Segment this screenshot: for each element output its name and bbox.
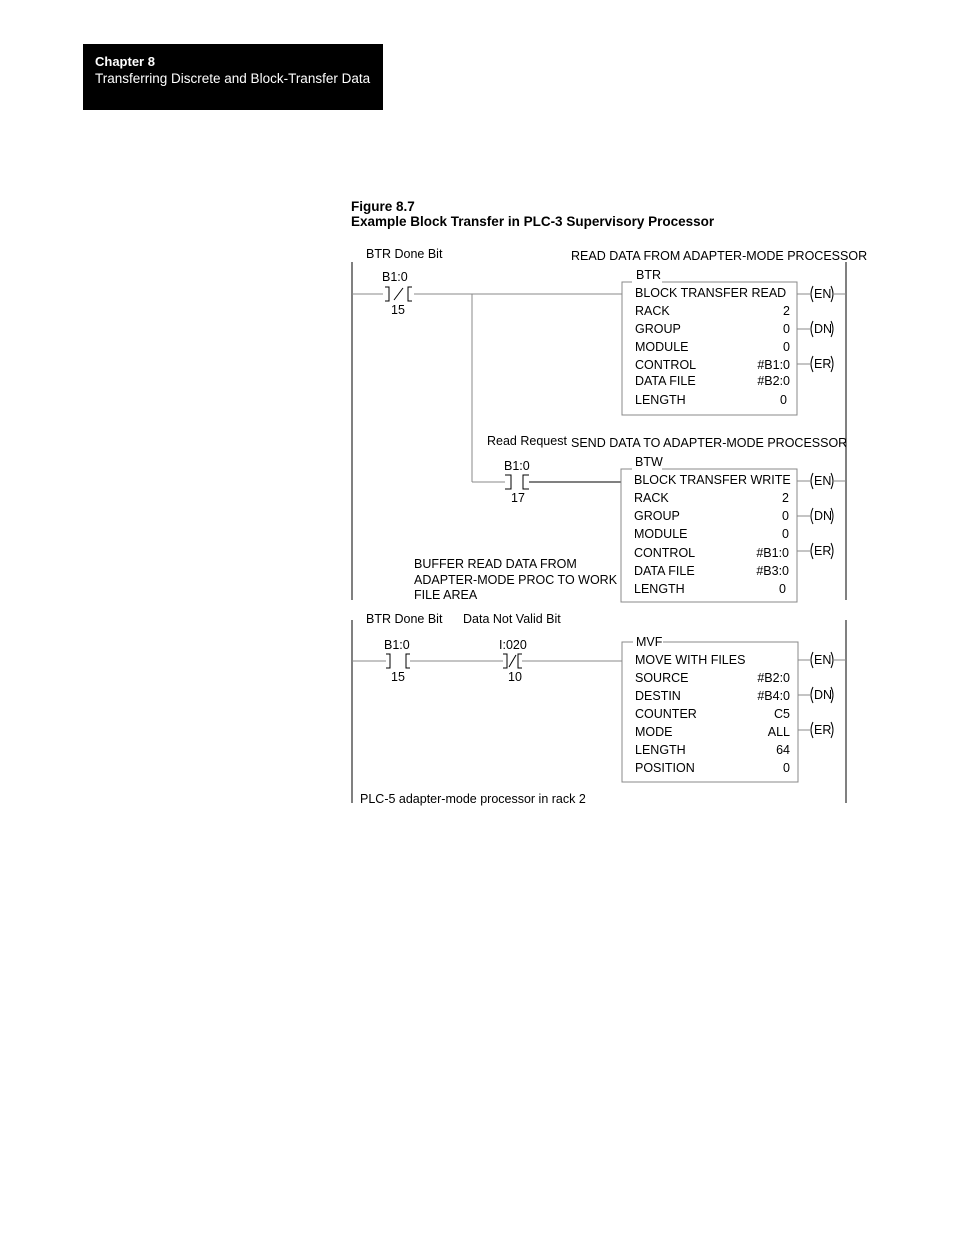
btr-row-label: RACK	[635, 304, 670, 318]
btw-output-coil: EN	[814, 474, 832, 488]
mvf-comment-line: FILE AREA	[414, 588, 478, 602]
btw-row-label: CONTROL	[634, 546, 696, 560]
btw-output-coil: ER	[814, 544, 832, 558]
rung2-contact1-address: B1:0	[384, 638, 410, 652]
btw-row-label: MODULE	[634, 527, 688, 541]
btw-row-value: 0	[782, 509, 789, 523]
branch-no-contact	[505, 475, 622, 489]
btr-row-value: #B1:0	[757, 358, 790, 372]
mvf-row-value: #B4:0	[757, 689, 790, 703]
btw-output-coil: DN	[814, 509, 833, 523]
figure-number: Figure 8.7	[351, 199, 415, 214]
rung1-contact-bit: 15	[391, 303, 405, 317]
mvf-output-coil: ER	[814, 723, 832, 737]
btr-done-bit-label: BTR Done Bit	[366, 247, 443, 261]
btr-block-name: BLOCK TRANSFER READ	[635, 286, 787, 300]
mvf-row-label: COUNTER	[635, 707, 697, 721]
btw-row-value: 2	[782, 491, 789, 505]
mvf-row-label: DESTIN	[635, 689, 681, 703]
btw-row-label: GROUP	[634, 509, 680, 523]
mvf-row-value: 64	[776, 743, 790, 757]
btw-row-label: RACK	[634, 491, 669, 505]
btr-output-coil: EN	[814, 287, 832, 301]
btr-row-value: 2	[783, 304, 790, 318]
btr-done-bit-label-2: BTR Done Bit	[366, 612, 443, 626]
footnote: PLC-5 adapter-mode processor in rack 2	[360, 792, 586, 806]
rung2-contact1-bit: 15	[391, 670, 405, 684]
chapter-subtitle: Transferring Discrete and Block-Transfer Data	[95, 71, 371, 86]
btw-block	[621, 455, 797, 602]
rung2-nc-contact	[503, 654, 622, 668]
mvf-row-value: C5	[774, 707, 790, 721]
data-not-valid-bit-label: Data Not Valid Bit	[463, 612, 561, 626]
btr-row-label: MODULE	[635, 340, 689, 354]
mvf-comment-line: ADAPTER-MODE PROC TO WORK	[414, 573, 618, 587]
mvf-row-label: POSITION	[635, 761, 695, 775]
btw-comment: SEND DATA TO ADAPTER-MODE PROCESSOR	[571, 436, 848, 450]
btr-comment: READ DATA FROM ADAPTER-MODE PROCESSOR	[571, 249, 868, 263]
rung2-contact2-address: I:020	[499, 638, 527, 652]
mvf-row-label: MODE	[635, 725, 673, 739]
btw-row-value: #B3:0	[756, 564, 789, 578]
rung2-contact2-bit: 10	[508, 670, 522, 684]
branch-contact-bit: 17	[511, 491, 525, 505]
btr-row-value: 0	[780, 393, 787, 407]
btr-row-label: CONTROL	[635, 358, 697, 372]
btw-row-label: DATA FILE	[634, 564, 695, 578]
mvf-block-type: MVF	[636, 635, 663, 649]
mvf-block-name: MOVE WITH FILES	[635, 653, 746, 667]
btr-output-coil: DN	[814, 322, 833, 336]
mvf-row-value: #B2:0	[757, 671, 790, 685]
mvf-outputs	[798, 652, 846, 738]
rung1-nc-contact	[352, 287, 622, 301]
btr-row-label: DATA FILE	[635, 374, 696, 388]
btr-block-type: BTR	[636, 268, 661, 282]
mvf-comment-line: BUFFER READ DATA FROM	[414, 557, 577, 571]
btr-outputs	[797, 286, 846, 372]
rung2-no-contact	[352, 654, 503, 668]
mvf-block	[622, 635, 798, 782]
btr-row-label: GROUP	[635, 322, 681, 336]
figure-title: Example Block Transfer in PLC-3 Supervisory Processor	[351, 214, 715, 229]
mvf-row-label: SOURCE	[635, 671, 689, 685]
rung1-contact-address: B1:0	[382, 270, 408, 284]
mvf-row-label: LENGTH	[635, 743, 686, 757]
btw-row-value: 0	[782, 527, 789, 541]
btw-row-value: 0	[779, 582, 786, 596]
branch-contact-address: B1:0	[504, 459, 530, 473]
read-request-label: Read Request	[487, 434, 567, 448]
mvf-output-coil: DN	[814, 688, 833, 702]
btw-row-value: #B1:0	[756, 546, 789, 560]
btw-outputs	[797, 473, 846, 559]
btr-row-value: 0	[783, 340, 790, 354]
btw-row-label: LENGTH	[634, 582, 685, 596]
btr-output-coil: ER	[814, 357, 832, 371]
btr-row-value: #B2:0	[757, 374, 790, 388]
btw-block-name: BLOCK TRANSFER WRITE	[634, 473, 791, 487]
chapter-number: Chapter 8	[95, 54, 155, 69]
btr-row-value: 0	[783, 322, 790, 336]
btr-block	[622, 268, 797, 415]
btw-block-type: BTW	[635, 455, 663, 469]
mvf-row-value: 0	[783, 761, 790, 775]
btr-row-label: LENGTH	[635, 393, 686, 407]
mvf-output-coil: EN	[814, 653, 832, 667]
mvf-row-value: ALL	[767, 725, 790, 739]
